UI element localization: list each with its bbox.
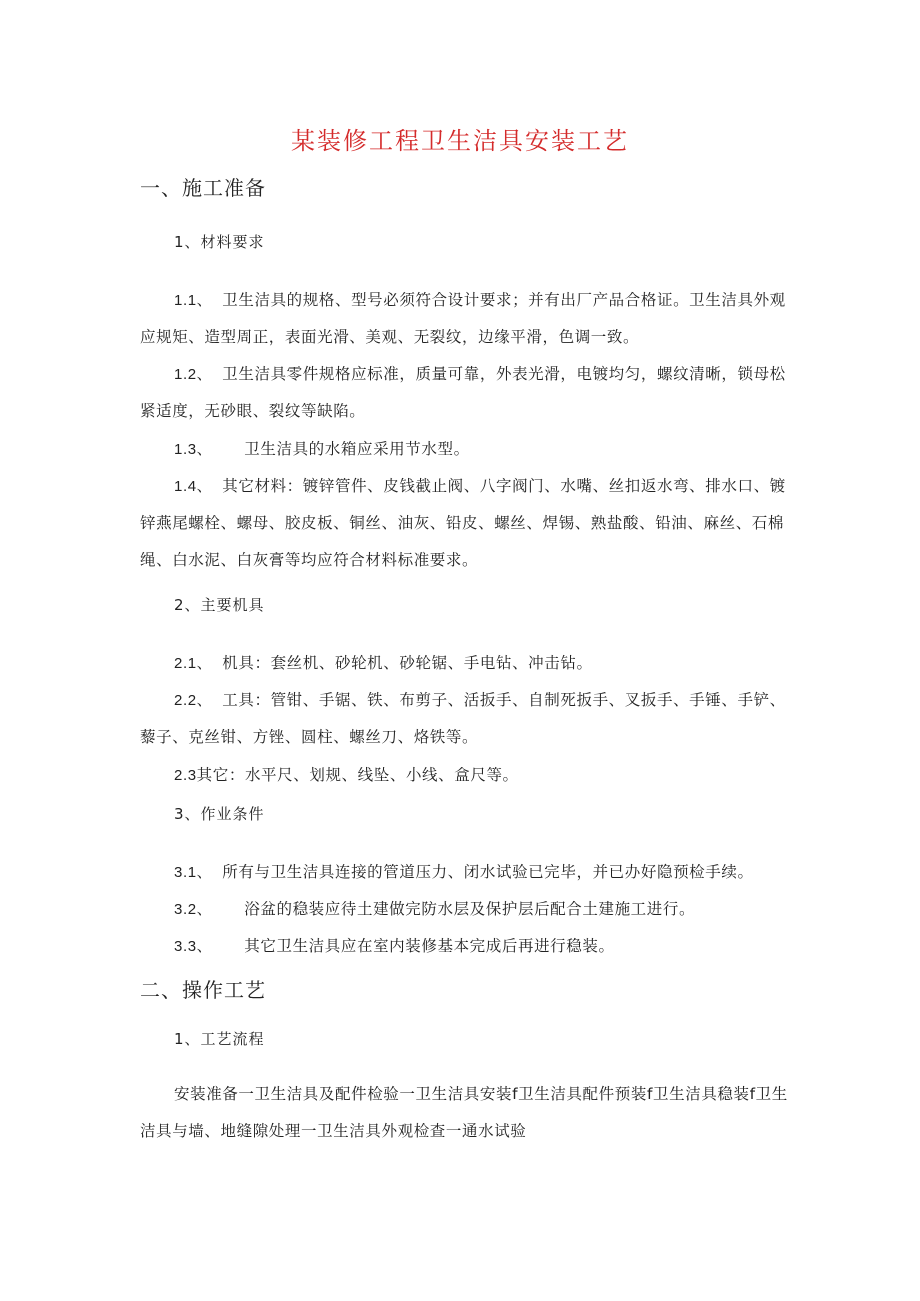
clause-text: 卫生洁具零件规格应标准，质量可靠，外表光滑，电镀均匀，螺纹清晰，锁母松紧适度，无砂眼、裂纹等缺陷。: [140, 365, 786, 420]
clause-number: 2.3: [174, 767, 197, 784]
clause-text: 其它卫生洁具应在室内装修基本完成后再进行稳装。: [244, 937, 615, 955]
section-heading-2: 二、操作工艺: [140, 978, 266, 1002]
section-heading-1: 一、施工准备: [140, 176, 266, 200]
clause-text: 其它材料：镀锌管件、皮钱截止阀、八字阀门、水嘴、丝扣返水弯、排水口、镀锌燕尾螺栓、螺母、胶皮板、铜丝、油灰、铅皮、螺丝、焊锡、熟盐酸、铅油、麻丝、石棉绳、白水泥、白灰膏等均应符合材料标准要求。: [140, 477, 786, 569]
clause-text: 所有与卫生洁具连接的管道压力、闭水试验已完毕，并已办好隐预检手续。: [222, 863, 754, 881]
clause-3-1: [140, 854, 788, 891]
clause-text: 工具：管钳、手锯、铁、布剪子、活扳手、自制死扳手、叉扳手、手锤、手铲、藜子、克丝钳、方锉、圆柱、螺丝刀、烙铁等。: [140, 691, 786, 746]
clause-text: 浴盆的稳装应待土建做完防水层及保护层后配合土建施工进行。: [244, 900, 696, 918]
clause-number: 3.2、: [174, 901, 213, 918]
clause-2-3: [140, 757, 788, 794]
clause-number: 3.1、: [174, 864, 213, 881]
clause-3-3: [140, 928, 788, 965]
clause-text: 卫生洁具的水箱应采用节水型。: [244, 440, 470, 458]
clause-1-2: [140, 356, 788, 430]
subsection-heading-conditions: 3、作业条件: [174, 805, 265, 823]
clause-number: 1.2、: [174, 366, 213, 383]
page-title: 某装修工程卫生洁具安装工艺: [291, 127, 629, 155]
process-flow: 安装准备一卫生洁具及配件检验一卫生洁具安装f卫生洁具配件预装f卫生洁具稳装f卫生洁具与墙、地缝隙处理一卫生洁具外观检查一通水试验: [140, 1085, 788, 1140]
subsection-heading-tools: 2、主要机具: [174, 596, 265, 614]
subsection-heading-materials: 1、材料要求: [174, 233, 265, 251]
clause-text: 其它：水平尺、划规、线坠、小线、盒尺等。: [196, 766, 519, 784]
clause-3-2: [140, 891, 788, 928]
clause-number: 2.2、: [174, 692, 213, 709]
clause-number: 1.4、: [174, 478, 213, 495]
clause-text: 机具：套丝机、砂轮机、砂轮锯、手电钻、冲击钻。: [222, 654, 593, 672]
clause-2-2: [140, 682, 788, 756]
clause-1-4: [140, 468, 788, 579]
clause-1-3: [140, 431, 788, 468]
clause-1-1: [140, 282, 788, 356]
clause-2-1: [140, 645, 788, 682]
clause-number: 1.3、: [174, 441, 213, 458]
clause-number: 3.3、: [174, 938, 213, 955]
clause-number: 1.1、: [174, 292, 213, 309]
subsection-heading-process: 1、工艺流程: [174, 1030, 265, 1048]
clause-number: 2.1、: [174, 655, 213, 672]
clause-text: 卫生洁具的规格、型号必须符合设计要求；并有出厂产品合格证。卫生洁具外观应规矩、造型周正，表面光滑、美观、无裂纹，边缘平滑，色调一致。: [140, 291, 786, 346]
